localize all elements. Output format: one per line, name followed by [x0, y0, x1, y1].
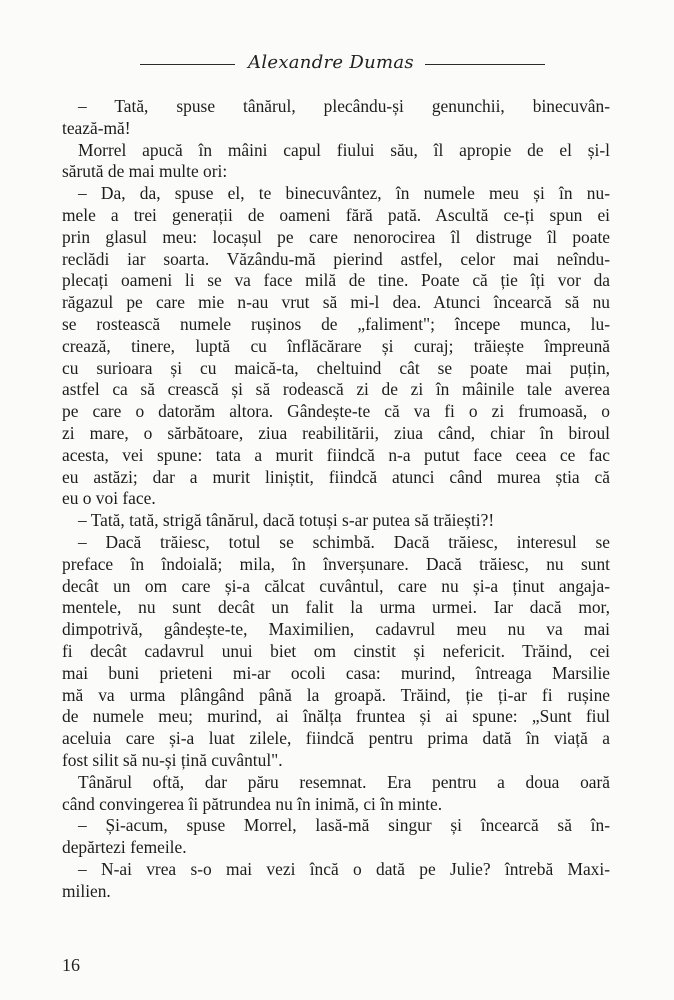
text-line: – N-ai vrea s-o mai vezi încă o dată pe Julie? întrebă Maxi- — [78, 858, 610, 879]
text-line: decât un om care și-a călcat cuvântul, care nu și-a ținut angaja- — [62, 575, 610, 596]
text-line: când convingerea îi pătrundea nu în inimă, ci în minte. — [62, 793, 443, 814]
text-line: tează-mă! — [62, 117, 131, 138]
text-line: mentele, nu sunt decât un falit la urma urmei. Iar dacă mor, — [62, 597, 610, 618]
text-line: cu surioara și cu maică-ta, cheltuind cât se poate mai puțin, — [62, 357, 610, 378]
text-line: prin glasul meu: locașul pe care nenorocirea îl distruge îl poate — [62, 226, 610, 247]
text-line: plecați oameni li se va face milă de tine. Poate că ție îți vor da — [62, 270, 610, 291]
text-line: sărută de mai multe ori: — [62, 161, 228, 182]
text-line: reclădi iar soarta. Văzându-mă pierind astfel, celor mai neîndu- — [62, 248, 610, 269]
text-line: Tânărul oftă, dar păru resemnat. Era pentru a doua oară — [78, 771, 610, 792]
running-head-rule-left — [140, 64, 235, 65]
text-line: fi decât cadavrul unui biet om cinstit și nefericit. Trăind, cei — [62, 640, 610, 661]
text-line: astfel ca să crească și să rodească zi de zi în mâinile tale averea — [62, 379, 610, 400]
text-line: eu astăzi; dar a murit liniștit, fiindcă atunci când murea știa că — [62, 466, 610, 487]
text-line: aceluia care și-a luat zilele, fiindcă pentru prima dată în viață a — [62, 728, 610, 749]
text-line: dimpotrivă, gândește-te, Maximilien, cadavrul meu nu va mai — [62, 619, 610, 640]
running-head-title: Alexandre Dumas — [248, 52, 414, 73]
text-line: Morrel apucă în mâini capul fiului său, îl apropie de el și-l — [78, 139, 610, 160]
text-line: eu o voi face. — [62, 488, 156, 509]
text-line: – Dacă trăiesc, totul se schimbă. Dacă trăiesc, interesul se — [78, 531, 610, 552]
text-line: fost silit să nu-și țină cuvântul". — [62, 749, 283, 770]
running-head-rule-right — [425, 64, 545, 65]
page-number: 16 — [62, 955, 80, 975]
text-line: – Și-acum, spuse Morrel, lasă-mă singur și încearcă să în- — [78, 815, 610, 836]
text-line: răgazul pe care mie n-au vrut să mi-l dea. Atunci încearcă să nu — [62, 292, 610, 313]
text-line: se rostească numele rușinos de „faliment"; începe munca, lu- — [62, 313, 610, 334]
text-line: zi mare, o sărbătoare, ziua reabilitării, ziua când, chiar în biroul — [62, 422, 610, 443]
text-line: preface în îndoială; mila, în înverșunare. Dacă trăiesc, nu sunt — [62, 553, 610, 574]
text-line: crează, tinere, luptă cu înflăcărare și curaj; trăiește împreună — [62, 335, 610, 356]
text-line: mele a trei generații de oameni fără pată. Ascultă ce-ți spun ei — [62, 204, 610, 225]
text-line: de numele meu; murind, ai înălța fruntea și ai spune: „Sunt fiul — [62, 706, 610, 727]
text-line: acesta, vei spune: tata a murit fiindcă n-a putut face ceea ce fac — [62, 444, 610, 465]
text-line: pe care o datorăm altora. Gândește-te că va fi o zi frumoasă, o — [62, 401, 610, 422]
text-line: mai buni prieteni mi-ar ocoli casa: murind, întreaga Marsilie — [62, 662, 610, 683]
text-line: depărtezi femeile. — [62, 837, 187, 858]
text-line: – Tată, spuse tânărul, plecându-și genunchii, binecuvân- — [78, 96, 610, 116]
text-line: mă va urma plângând până la groapă. Trăind, ție ți-ar fi rușine — [62, 684, 610, 705]
running-head — [0, 50, 674, 78]
body-text — [62, 96, 610, 902]
text-line: milien. — [62, 880, 111, 901]
text-line: – Tată, tată, strigă tânărul, dacă totuși s-ar putea să trăiești?! — [78, 510, 495, 531]
text-line: – Da, da, spuse el, te binecuvântez, în numele meu și în nu- — [78, 183, 610, 204]
